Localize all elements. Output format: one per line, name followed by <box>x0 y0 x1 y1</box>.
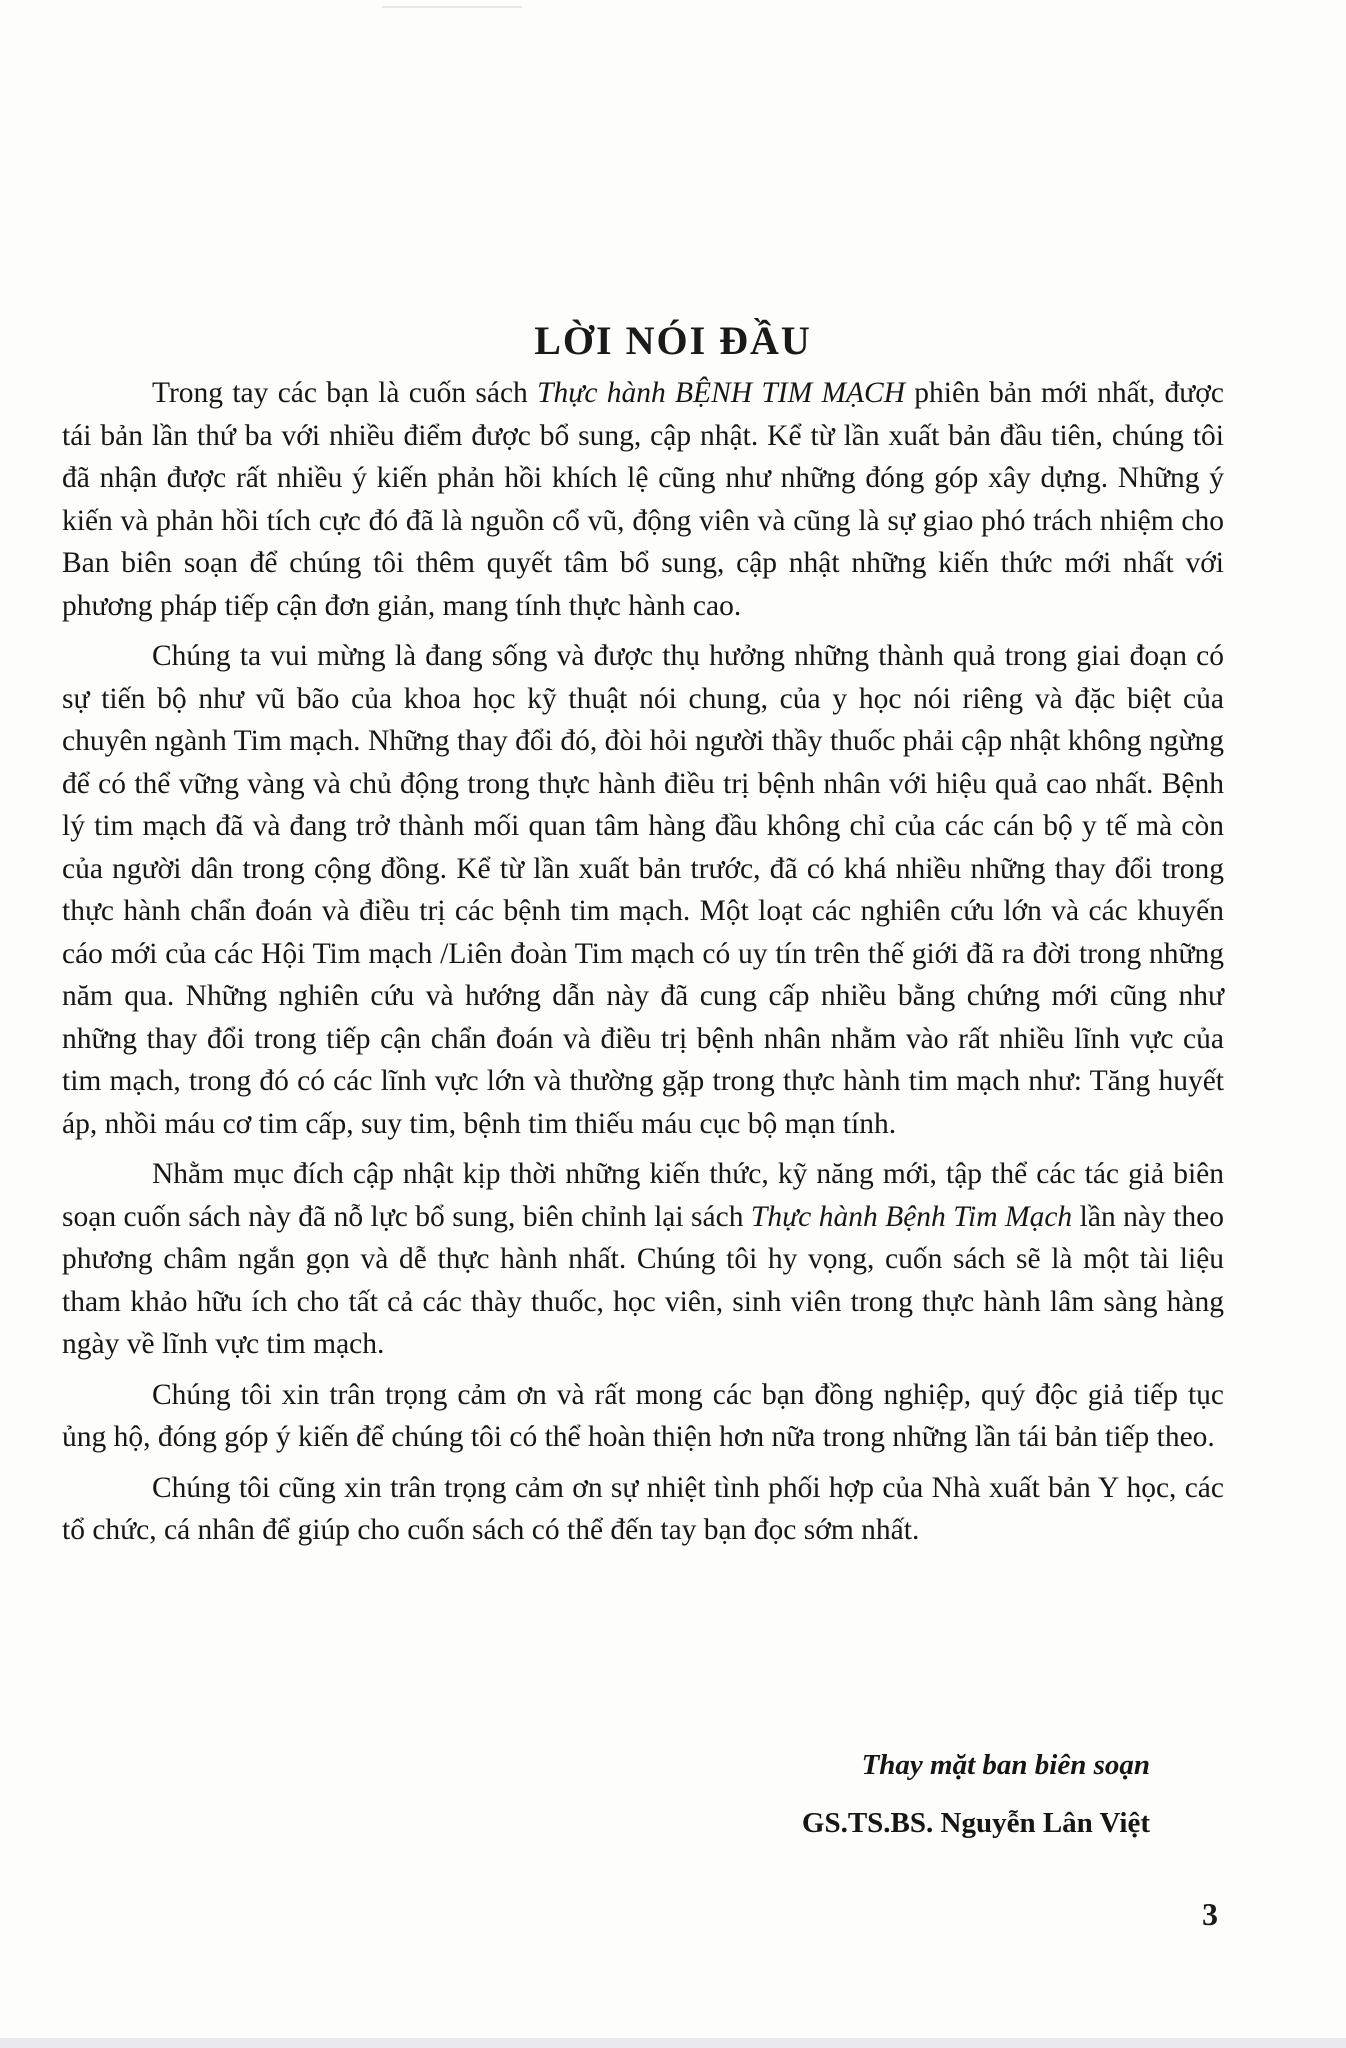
signature-role: Thay mặt ban biên soạn <box>861 1749 1150 1781</box>
paragraph-text: Nhằm mục đích cập nhật kịp thời những kiến thức, kỹ năng mới, tập thể các tác giả biên soạn cuốn sách này đã nỗ lực bổ sung, biên chỉnh lại sách <box>62 1158 1224 1233</box>
scan-mark <box>382 6 522 8</box>
page-number: 3 <box>1202 1896 1218 1932</box>
page-title: LỜI NÓI ĐẦU <box>534 317 812 363</box>
paragraph-4 <box>62 1374 1224 1459</box>
signature-name: GS.TS.BS. Nguyễn Lân Việt <box>801 1807 1150 1839</box>
signature-block <box>802 1736 1150 1852</box>
paragraph-3 <box>62 1153 1224 1366</box>
paragraph-text: Trong tay các bạn là cuốn sách <box>152 377 538 409</box>
paragraph-2 <box>62 635 1224 1145</box>
book-title-emphasis: Thực hành BỆNH TIM MẠCH <box>537 377 906 409</box>
book-title-emphasis: Thực hành Bệnh Tim Mạch <box>750 1200 1073 1233</box>
paragraph-text: Chúng ta vui mừng là đang sống và được thụ hưởng những thành quả trong giai đoạn có sự tiến bộ như vũ bão của khoa học kỹ thuật nói chung, của y học nói riêng và đặc biệt của chuyên ngành Tim mạch. Những thay đổi đó, đòi hỏi người thầy thuốc phải cập nhật không ngừng để có thể vững vàng và chủ động trong thực hành điều trị bệnh nhân với hiệu quả cao nhất. Bệnh lý tim mạch đã và đang trở thành mối quan tâm hàng đầu không chỉ của các cán bộ y tế mà còn của người dân trong cộng đồng. Kể từ lần xuất bản trước, đã có khá nhiều những thay đổi trong thực hành chẩn đoán và điều trị các bệnh tim mạch. Một loạt các nghiên cứu lớn và các khuyến cáo mới của các Hội Tim mạch /Liên đoàn Tim mạch có uy tín trên thế giới đã ra đời trong những năm qua. Những nghiên cứu và hướng dẫn này đã cung cấp nhiều bằng chứng mới cũng như những thay đổi trong tiếp cận chẩn đoán và điều trị bệnh nhân nhằm vào rất nhiều lĩnh vực của tim mạch, trong đó có các lĩnh vực lớn và thường gặp trong thực hành tim mạch như: Tăng huyết áp, nhồi máu cơ tim cấp, suy tim, bệnh tim thiếu máu cục bộ mạn tính. <box>62 640 1224 1140</box>
paragraph-1 <box>62 372 1224 627</box>
preface-body <box>62 372 1224 1560</box>
paragraph-text: Chúng tôi cũng xin trân trọng cảm ơn sự nhiệt tình phối hợp của Nhà xuất bản Y học, các tổ chức, cá nhân để giúp cho cuốn sách có thể đến tay bạn đọc sớm nhất. <box>62 1471 1224 1546</box>
page-bottom-edge <box>0 2038 1346 2048</box>
paragraph-text: phiên bản mới nhất, được tái bản lần thứ ba với nhiều điểm được bổ sung, cập nhật. Kể từ lần xuất bản đầu tiên, chúng tôi đã nhận được rất nhiều ý kiến phản hồi khích lệ cũng như những đóng góp xây dựng. Những ý kiến và phản hồi tích cực đó đã là nguồn cổ vũ, động viên và cũng là sự giao phó trách nhiệm cho Ban biên soạn để chúng tôi thêm quyết tâm bổ sung, cập nhật những kiến thức mới nhất với phương pháp tiếp cận đơn giản, mang tính thực hành cao. <box>62 377 1224 622</box>
paragraph-5 <box>62 1467 1224 1552</box>
paragraph-text: lần này theo phương châm ngắn gọn và dễ thực hành nhất. Chúng tôi hy vọng, cuốn sách sẽ là một tài liệu tham khảo hữu ích cho tất cả các thày thuốc, học viên, sinh viên trong thực hành lâm sàng hàng ngày về lĩnh vực tim mạch. <box>62 1200 1225 1360</box>
paragraph-text: Chúng tôi xin trân trọng cảm ơn và rất mong các bạn đồng nghiệp, quý độc giả tiếp tục ủng hộ, đóng góp ý kiến để chúng tôi có thể hoàn thiện hơn nữa trong những lần tái bản tiếp theo. <box>62 1378 1224 1453</box>
